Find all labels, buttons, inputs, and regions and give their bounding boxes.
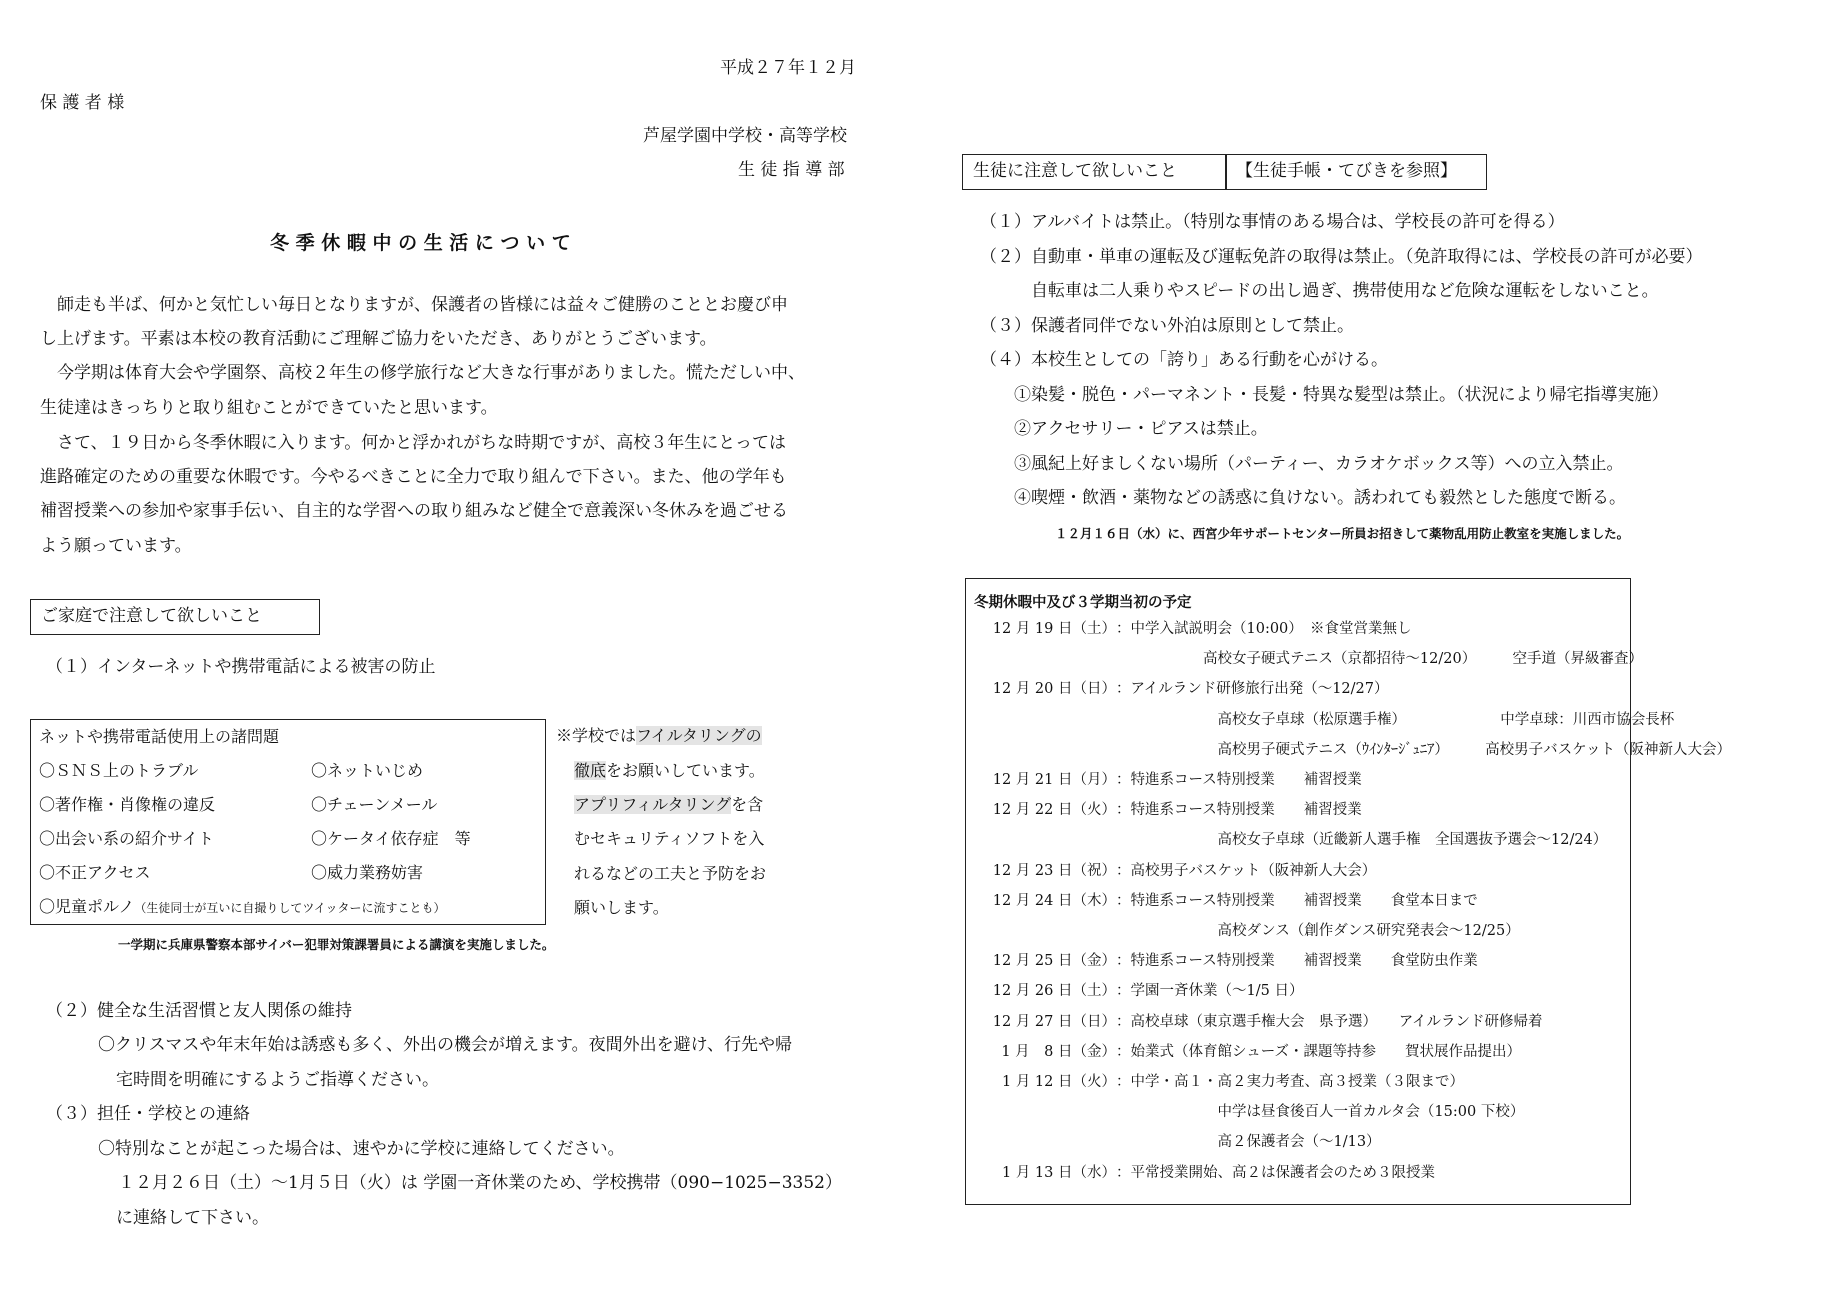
schedule-event: 高校女子硬式テニス（京都招待～12/20） 空手道（昇級審査） (1116, 651, 1643, 668)
schedule-event: ：高校卓球（東京選手権大会 県予選） アイルランド研修帰着 (1116, 1013, 1543, 1030)
intro-line: 生徒達はきっちりと取り組むことができていたと思います。 (40, 398, 498, 418)
schedule-event: 中学は昼食後百人一首カルタ会（15:00 下校） (1116, 1104, 1525, 1121)
home-item-2-text: 宅時間を明確にするようご指導ください。 (116, 1070, 439, 1090)
intro-line: し上げます。平素は本校の教育活動にご理解ご協力をいただき、ありがとうございます。 (40, 329, 717, 349)
schedule-row (974, 620, 1412, 638)
net-issues-box (30, 719, 546, 925)
net-issue: 〇ケータイ依存症 等 (311, 829, 471, 848)
schedule-row (974, 1073, 1464, 1091)
schedule-event: 高２保護者会（～1/13） (1116, 1134, 1381, 1151)
schedule-date: 12 月 20 日（日） (992, 681, 1116, 698)
rule-line: ④喫煙・飲酒・薬物などの誘惑に負けない。誘われても毅然とした態度で断る。 (980, 488, 1626, 508)
schedule-row (974, 741, 1731, 759)
schedule-row (974, 952, 1478, 970)
note-line (574, 761, 765, 781)
rule-line: （４）本校生としての「誇り」ある行動を心がける。 (980, 350, 1388, 370)
schedule-event: ：中学入試説明会（10:00） ※食堂営業無し (1116, 621, 1412, 637)
schedule-date: 12 月 24 日（木） (992, 892, 1116, 909)
home-item-3-text: 〇特別なことが起こった場合は、速やかに学校に連絡してください。 (98, 1139, 625, 1159)
addressee: 保 護 者 様 (40, 93, 125, 113)
schedule-row (974, 831, 1607, 849)
home-item-2: （２）健全な生活習慣と友人関係の維持 (46, 1001, 352, 1021)
schedule-row (974, 1103, 1524, 1121)
schedule-row (974, 862, 1376, 880)
schedule-event: ：特進系コース特別授業 補習授業 食堂防虫作業 (1116, 953, 1478, 970)
schedule-row (974, 680, 1388, 698)
schedule-date: 1 月 12 日（火） (1001, 1074, 1116, 1090)
schedule-event: 高校女子卓球（松原選手権） 中学卓球：川西市協会長杯 (1116, 711, 1675, 728)
net-issue: 〇著作権・肖像権の違反 (39, 795, 216, 814)
note-highlight: アプリフィルタリング (574, 795, 732, 814)
schedule-event: ：特進系コース特別授業 補習授業 (1116, 772, 1362, 788)
note-line: 願いします。 (574, 898, 669, 917)
schedule-date: 12 月 19 日（土） (992, 621, 1116, 637)
schedule-event: ：特進系コース特別授業 補習授業 (1116, 802, 1362, 819)
schedule-event: 高校男子硬式テニス（ｳｲﾝﾀｰｼﾞｭﾆｱ） 高校男子バスケット（阪神新人大会） (1116, 741, 1731, 758)
schedule-heading: 冬期休暇中及び３学期当初の予定 (974, 594, 1192, 611)
schedule-event: ：アイルランド研修旅行出発（～12/27） (1116, 681, 1389, 698)
intro-line: 師走も半ば、何かと気忙しい毎日となりますが、保護者の皆様には益々ご健勝のこととお慶び申 (40, 295, 788, 315)
schedule-event: ：始業式（体育館シューズ・課題等持参 賀状展作品提出） (1116, 1043, 1521, 1060)
schedule-row (974, 922, 1520, 940)
schedule-row (974, 982, 1303, 1000)
students-heading-box (962, 154, 1227, 190)
schedule-event: ：平常授業開始、高２は保護者会のため３限授業 (1116, 1164, 1435, 1181)
schedule-date: 12 月 22 日（火） (992, 802, 1116, 819)
schedule-date: 12 月 21 日（月） (992, 772, 1116, 788)
home-item-3-text: １２月２６日（土）～1月５日（火）は 学園一斉休業のため、学校携帯（090−1025−3352） (118, 1173, 843, 1193)
home-item-1: （１）インターネットや携帯電話による被害の防止 (46, 657, 436, 677)
rule-line: ③風紀上好ましくない場所（パーティー、カラオケボックス等）への立入禁止。 (980, 454, 1624, 474)
department: 生 徒 指 導 部 (738, 160, 845, 180)
schedule-date: 12 月 26 日（土） (992, 983, 1116, 1000)
net-issue: 〇出会い系の紹介サイト (39, 829, 214, 848)
note-highlight: フイルタリングの (636, 726, 762, 745)
note-line: むセキュリティソフトを入 (574, 829, 765, 848)
schedule-row (974, 771, 1362, 789)
home-item-2-text: 〇クリスマスや年末年始は誘惑も多く、外出の機会が増えます。夜間外出を避け、行先や帰 (98, 1035, 792, 1055)
home-item-3: （３）担任・学校との連絡 (46, 1104, 250, 1124)
net-issue: 〇不正アクセス (39, 863, 151, 882)
note-line: れるなどの工夫と予防をお (574, 864, 767, 883)
net-issue: 〇ネットいじめ (311, 761, 424, 780)
note-line (556, 726, 762, 746)
note-highlight: 徹底 (574, 761, 607, 780)
home-heading-box (30, 599, 320, 635)
schedule-event: 高校ダンス（創作ダンス研究発表会～12/25） (1116, 923, 1520, 939)
schedule-row (974, 1013, 1542, 1031)
net-issue-detail: （生徒同士が互いに自撮りしてツイッターに流すことも） (134, 901, 446, 915)
schedule-event: ：中学・高１・高２実力考査、高３授業（３限まで） (1116, 1074, 1464, 1090)
schedule-row (974, 1133, 1381, 1151)
students-ref-box (1225, 154, 1487, 190)
schedule-row (974, 892, 1478, 910)
lecture-note: 一学期に兵庫県警察本部サイバー犯罪対策課署員による講演を実施しました。 (118, 937, 555, 952)
net-issue-last (39, 897, 446, 918)
schedule-row (974, 650, 1643, 668)
rule-line: 自転車は二人乗りやスピードの出し過ぎ、携帯使用など危険な運転をしないこと。 (980, 281, 1659, 301)
intro-line: 補習授業への参加や家事手伝い、自主的な学習への取り組みなど健全で意義深い冬休みを過ごせる (40, 501, 788, 521)
schedule-date: 1 月 13 日（水） (1001, 1164, 1116, 1181)
schedule-box (965, 578, 1731, 1205)
note-text: を含 (731, 795, 764, 814)
students-ref: 【生徒手帳・てびきを参照】 (1236, 161, 1457, 181)
home-item-3-text: に連絡して下さい。 (116, 1208, 269, 1228)
intro-line: よう願っています。 (40, 536, 192, 556)
net-issue: 〇威力業務妨害 (311, 863, 424, 882)
note-line (574, 795, 763, 815)
rule-line: （２）自動車・単車の運転及び運転免許の取得は禁止。（免許取得には、学校長の許可が必要） (980, 247, 1703, 267)
intro-line: さて、１９日から冬季休暇に入ります。何かと浮かれがちな時期ですが、高校３年生にとっては (40, 433, 786, 453)
note-text: をお願いしています。 (606, 761, 765, 780)
schedule-event: 高校女子卓球（近畿新人選手権 全国選抜予選会～12/24） (1116, 832, 1608, 849)
schedule-row (974, 1164, 1435, 1182)
intro-line: 今学期は体育大会や学園祭、高校２年生の修学旅行など大きな行事がありました。慌ただしい中、 (40, 363, 805, 383)
schedule-event: ：学園一斉休業（～1/5 日） (1116, 983, 1304, 1000)
schedule-date: 1 月 8 日（金） (1001, 1043, 1116, 1060)
school-name: 芦屋学園中学校・高等学校 (643, 126, 847, 146)
rule-line: ②アクセサリー・ピアスは禁止。 (980, 419, 1268, 439)
note-text: ※学校では (556, 726, 637, 745)
drug-class-note: １２月１６日（水）に、西宮少年サポートセンター所員お招きして薬物乱用防止教室を実施しました。 (1055, 526, 1630, 541)
net-box-title: ネットや携帯電話使用上の諸問題 (39, 727, 280, 746)
rule-line: ①染髪・脱色・パーマネント・長髪・特異な髪型は禁止。（状況により帰宅指導実施） (980, 385, 1669, 405)
schedule-row (974, 1043, 1521, 1061)
schedule-date: 12 月 27 日（日） (992, 1013, 1116, 1030)
schedule-row (974, 801, 1362, 819)
home-heading: ご家庭で注意して欲しいこと (41, 606, 262, 626)
net-issue-label: 〇児童ポルノ (39, 897, 135, 916)
rule-line: （１）アルバイトは禁止。（特別な事情のある場合は、学校長の許可を得る） (980, 212, 1565, 232)
schedule-date: 12 月 25 日（金） (992, 953, 1116, 970)
rule-line: （３）保護者同伴でない外泊は原則として禁止。 (980, 316, 1354, 336)
schedule-row (974, 711, 1674, 729)
schedule-event: ：高校男子バスケット（阪神新人大会） (1116, 862, 1377, 879)
net-issue: 〇ＳＮＳ上のトラブル (39, 761, 199, 780)
schedule-date: 12 月 23 日（祝） (992, 862, 1116, 879)
net-issue: 〇チェーンメール (311, 795, 438, 814)
students-heading: 生徒に注意して欲しいこと (973, 161, 1177, 181)
schedule-event: ：特進系コース特別授業 補習授業 食堂本日まで (1116, 892, 1478, 909)
intro-line: 進路確定のための重要な休暇です。今やるべきことに全力で取り組んで下さい。また、他の学年も (40, 467, 787, 487)
page-title: 冬 季 休 暇 中 の 生 活 に つ い て (270, 232, 571, 254)
document-date: 平成２７年１２月 (720, 58, 856, 78)
